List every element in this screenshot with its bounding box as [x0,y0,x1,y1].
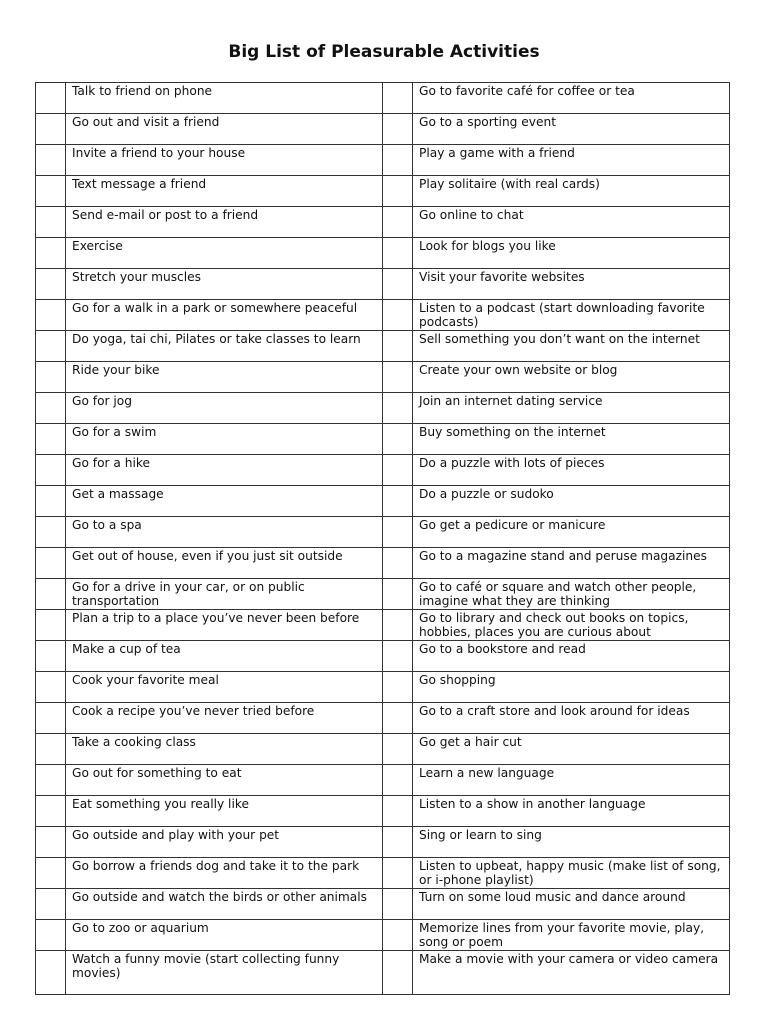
activity-label: Get out of house, even if you just sit outside [72,549,343,563]
checkbox-cell-right[interactable] [383,548,413,579]
activity-label: Go to a bookstore and read [419,642,586,656]
activity-row [36,548,730,579]
checkbox-cell-left[interactable] [36,796,66,827]
activity-row [36,145,730,176]
activity-cell-right [413,517,730,548]
activity-row [36,951,730,995]
activity-cell-right [413,765,730,796]
activity-row [36,765,730,796]
activity-label: Go outside and watch the birds or other animals [72,890,367,904]
activity-label: Go out and visit a friend [72,115,220,129]
activity-cell-left [66,393,383,424]
checkbox-cell-right[interactable] [383,579,413,610]
checkbox-cell-left[interactable] [36,734,66,765]
activity-row [36,393,730,424]
activity-label: Memorize lines from your favorite movie, play, song or poem [419,921,705,949]
activity-label: Go for a walk in a park or somewhere peaceful [72,301,358,315]
checkbox-cell-right[interactable] [383,734,413,765]
activity-row [36,796,730,827]
checkbox-cell-left[interactable] [36,238,66,269]
activity-label: Go to a spa [72,518,142,532]
activity-row [36,300,730,331]
activity-label: Go shopping [419,673,496,687]
activity-label: Listen to a podcast (start downloading favorite podcasts) [419,301,705,329]
activity-label: Go to library and check out books on topics, hobbies, places you are curious about [419,611,689,639]
checkbox-cell-left[interactable] [36,114,66,145]
activity-row [36,424,730,455]
activity-cell-right [413,796,730,827]
checkbox-cell-left[interactable] [36,300,66,331]
activity-label: Get a massage [72,487,164,501]
activity-label: Cook your favorite meal [72,673,219,687]
activity-label: Sell something you don’t want on the internet [419,332,700,346]
activity-label: Text message a friend [72,177,207,191]
activity-cell-right [413,889,730,920]
activity-label: Listen to a show in another language [419,797,646,811]
activity-cell-right [413,145,730,176]
checkbox-cell-left[interactable] [36,207,66,238]
activity-row [36,579,730,610]
checkbox-cell-right[interactable] [383,176,413,207]
activity-label: Take a cooking class [72,735,196,749]
checkbox-cell-left[interactable] [36,424,66,455]
activity-label: Go get a hair cut [419,735,522,749]
checkbox-cell-left[interactable] [36,827,66,858]
activity-cell-left [66,362,383,393]
activity-row [36,734,730,765]
activity-label: Watch a funny movie (start collecting funny movies) [72,952,340,980]
activity-label: Look for blogs you like [419,239,556,253]
activity-label: Make a movie with your camera or video camera [419,952,719,966]
activity-row [36,331,730,362]
activity-cell-right [413,300,730,331]
page-title: Big List of Pleasurable Activities [228,42,540,62]
activity-cell-left [66,83,383,114]
checkbox-cell-right[interactable] [383,207,413,238]
checkbox-cell-left[interactable] [36,858,66,889]
activities-table-body [36,83,730,995]
checkbox-cell-right[interactable] [383,951,413,995]
activity-cell-left [66,579,383,610]
checkbox-cell-right[interactable] [383,796,413,827]
activity-row [36,858,730,889]
activity-label: Go to a magazine stand and peruse magazines [419,549,707,563]
checkbox-cell-left[interactable] [36,579,66,610]
activity-cell-left [66,424,383,455]
activity-label: Do a puzzle with lots of pieces [419,456,605,470]
activity-cell-left [66,238,383,269]
checkbox-cell-left[interactable] [36,176,66,207]
activity-label: Go get a pedicure or manicure [419,518,606,532]
checkbox-cell-left[interactable] [36,455,66,486]
activity-row [36,83,730,114]
checkbox-cell-right[interactable] [383,455,413,486]
activity-row [36,920,730,951]
activity-label: Plan a trip to a place you’ve never been before [72,611,360,625]
checkbox-cell-left[interactable] [36,83,66,114]
activity-label: Play solitaire (with real cards) [419,177,600,191]
activity-label: Go borrow a friends dog and take it to the park [72,859,360,873]
activity-row [36,269,730,300]
activity-cell-left [66,672,383,703]
checkbox-cell-right[interactable] [383,393,413,424]
checkbox-cell-left[interactable] [36,269,66,300]
activity-cell-left [66,889,383,920]
activity-label: Play a game with a friend [419,146,575,160]
checkbox-cell-left[interactable] [36,145,66,176]
activity-cell-right [413,827,730,858]
activity-row [36,455,730,486]
activity-label: Listen to upbeat, happy music (make list of song, or i-phone playlist) [419,859,721,887]
activity-cell-right [413,331,730,362]
activity-label: Go out for something to eat [72,766,242,780]
activity-cell-right [413,672,730,703]
activity-label: Cook a recipe you’ve never tried before [72,704,315,718]
activity-label: Sing or learn to sing [419,828,542,842]
activity-cell-left [66,486,383,517]
activity-cell-right [413,734,730,765]
checkbox-cell-left[interactable] [36,517,66,548]
checkbox-cell-left[interactable] [36,889,66,920]
activity-cell-right [413,424,730,455]
activity-label: Send e-mail or post to a friend [72,208,259,222]
activity-label: Exercise [72,239,123,253]
checkbox-cell-left[interactable] [36,362,66,393]
activity-label: Visit your favorite websites [419,270,585,284]
activities-table [35,82,730,995]
activity-cell-right [413,114,730,145]
activity-row [36,703,730,734]
checkbox-cell-left[interactable] [36,610,66,641]
checkbox-cell-left[interactable] [36,765,66,796]
activity-row [36,114,730,145]
activity-cell-left [66,176,383,207]
checkbox-cell-right[interactable] [383,145,413,176]
activity-cell-left [66,765,383,796]
checkbox-cell-right[interactable] [383,114,413,145]
checkbox-cell-right[interactable] [383,269,413,300]
activity-cell-left [66,548,383,579]
activity-label: Eat something you really like [72,797,249,811]
activity-cell-left [66,145,383,176]
activity-label: Go for a drive in your car, or on public transportation [72,580,305,608]
activity-label: Go to favorite café for coffee or tea [419,84,635,98]
activity-cell-right [413,362,730,393]
activity-cell-left [66,207,383,238]
activity-row [36,517,730,548]
activity-label: Do yoga, tai chi, Pilates or take classes to learn [72,332,361,346]
activity-label: Talk to friend on phone [72,84,213,98]
activity-cell-left [66,827,383,858]
activity-cell-left [66,114,383,145]
activity-cell-right [413,238,730,269]
activity-cell-right [413,393,730,424]
checkbox-cell-right[interactable] [383,83,413,114]
activity-label: Stretch your muscles [72,270,201,284]
checkbox-cell-right[interactable] [383,486,413,517]
checkbox-cell-right[interactable] [383,238,413,269]
activity-cell-left [66,610,383,641]
activity-cell-right [413,176,730,207]
activity-label: Join an internet dating service [419,394,603,408]
checkbox-cell-right[interactable] [383,331,413,362]
checkbox-cell-left[interactable] [36,951,66,995]
checkbox-cell-left[interactable] [36,920,66,951]
activity-row [36,486,730,517]
activity-label: Make a cup of tea [72,642,181,656]
activity-cell-left [66,331,383,362]
checkbox-cell-right[interactable] [383,300,413,331]
checkbox-cell-right[interactable] [383,827,413,858]
activity-cell-left [66,734,383,765]
activity-row [36,238,730,269]
checkbox-cell-right[interactable] [383,641,413,672]
activity-cell-right [413,858,730,889]
activity-cell-left [66,703,383,734]
activity-cell-right [413,920,730,951]
activity-label: Invite a friend to your house [72,146,246,160]
checkbox-cell-left[interactable] [36,703,66,734]
activity-label: Go online to chat [419,208,524,222]
checkbox-cell-left[interactable] [36,393,66,424]
activity-cell-left [66,951,383,995]
activity-label: Turn on some loud music and dance around [419,890,686,904]
activity-cell-right [413,610,730,641]
activity-cell-right [413,486,730,517]
activity-cell-left [66,269,383,300]
checkbox-cell-right[interactable] [383,920,413,951]
activity-cell-right [413,703,730,734]
activity-cell-right [413,548,730,579]
activity-cell-left [66,300,383,331]
checkbox-cell-right[interactable] [383,424,413,455]
activity-row [36,610,730,641]
activity-cell-right [413,207,730,238]
checkbox-cell-left[interactable] [36,331,66,362]
activity-cell-left [66,796,383,827]
checkbox-cell-left[interactable] [36,486,66,517]
activity-label: Go for jog [72,394,132,408]
activity-cell-right [413,83,730,114]
activity-cell-right [413,579,730,610]
activity-label: Buy something on the internet [419,425,606,439]
checkbox-cell-left[interactable] [36,548,66,579]
activity-label: Do a puzzle or sudoko [419,487,554,501]
activity-cell-right [413,641,730,672]
checkbox-cell-right[interactable] [383,703,413,734]
checkbox-cell-right[interactable] [383,858,413,889]
activity-cell-left [66,641,383,672]
activity-row [36,889,730,920]
activity-row [36,176,730,207]
activity-cell-left [66,517,383,548]
activity-label: Go to café or square and watch other people, imagine what they are thinking [419,580,697,608]
checkbox-cell-right[interactable] [383,362,413,393]
activity-label: Ride your bike [72,363,160,377]
activity-label: Go for a swim [72,425,157,439]
activity-row [36,362,730,393]
activity-cell-left [66,455,383,486]
activity-label: Create your own website or blog [419,363,618,377]
activity-label: Go to zoo or aquarium [72,921,209,935]
activity-cell-left [66,858,383,889]
checkbox-cell-left[interactable] [36,641,66,672]
activity-row [36,672,730,703]
activity-row [36,641,730,672]
activity-label: Go outside and play with your pet [72,828,280,842]
checkbox-cell-right[interactable] [383,672,413,703]
activity-cell-left [66,920,383,951]
checkbox-cell-right[interactable] [383,765,413,796]
checkbox-cell-right[interactable] [383,889,413,920]
activity-row [36,827,730,858]
activity-label: Go to a craft store and look around for ideas [419,704,690,718]
activity-label: Learn a new language [419,766,555,780]
activity-label: Go to a sporting event [419,115,556,129]
checkbox-cell-right[interactable] [383,610,413,641]
activity-cell-right [413,455,730,486]
checkbox-cell-right[interactable] [383,517,413,548]
activity-row [36,207,730,238]
checkbox-cell-left[interactable] [36,672,66,703]
activity-cell-right [413,269,730,300]
activity-cell-right [413,951,730,995]
activity-label: Go for a hike [72,456,150,470]
